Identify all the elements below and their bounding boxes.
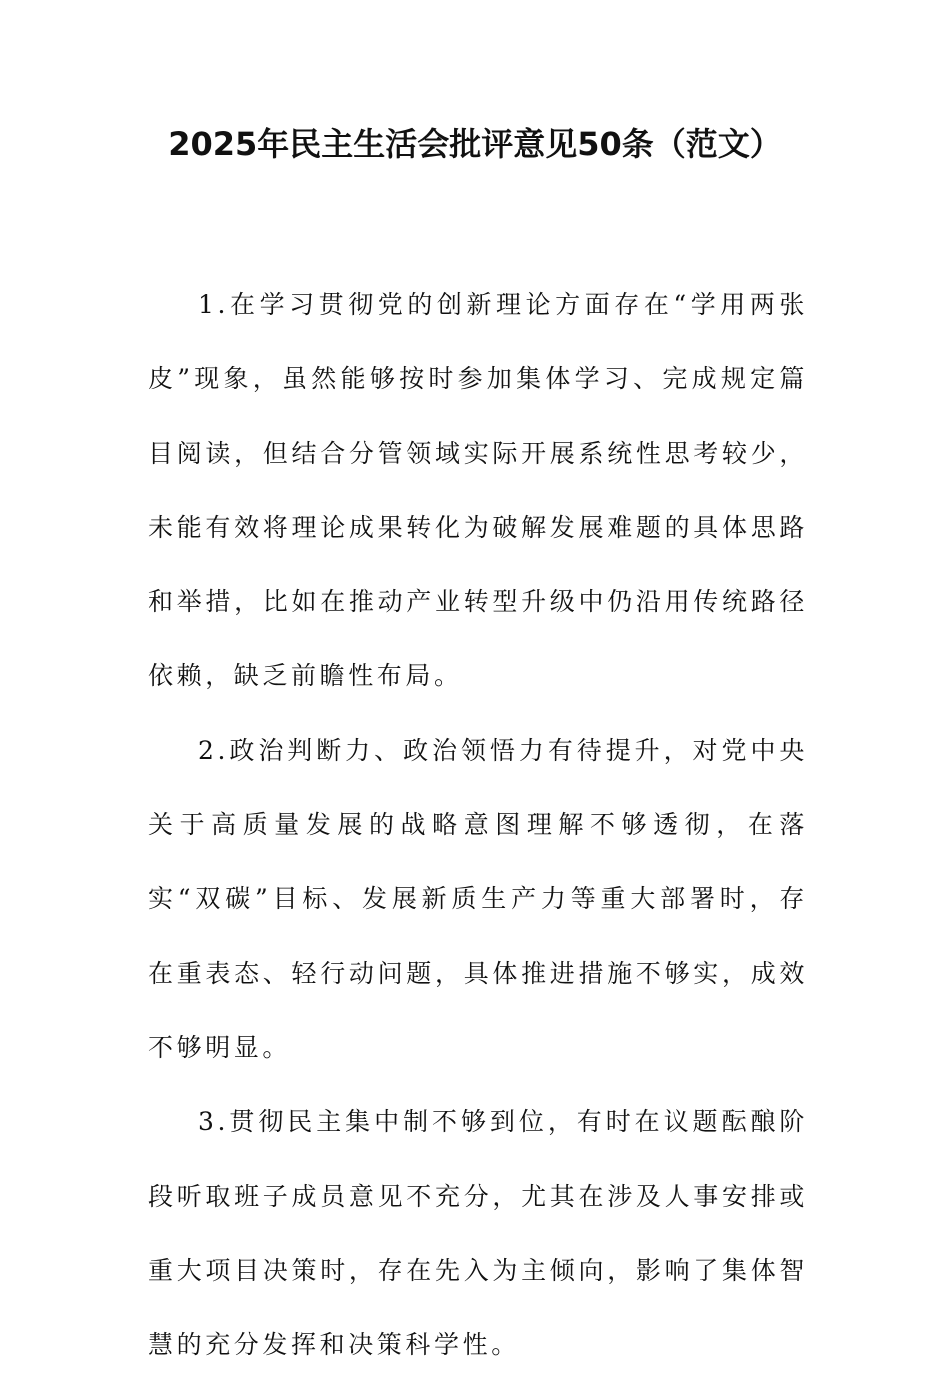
paragraph-3: 3.贯彻民主集中制不够到位，有时在议题酝酿阶段听取班子成员意见不充分，尤其在涉及人事安排或重大项目决策时，存在先入为主倾向，影响了集体智慧的充分发挥和决策科学性。: [148, 1107, 808, 1360]
paragraph-1: 1.在学习贯彻党的创新理论方面存在“学用两张皮”现象，虽然能够按时参加集体学习、完成规定篇目阅读，但结合分管领域实际开展系统性思考较少，未能有效将理论成果转化为破解发展难题的具体思路和举措，比如在推动产业转型升级中仍沿用传统路径依赖，缺乏前瞻性布局。: [148, 290, 808, 691]
paragraph-2: 2.政治判断力、政治领悟力有待提升，对党中央关于高质量发展的战略意图理解不够透彻，在落实“双碳”目标、发展新质生产力等重大部署时，存在重表态、轻行动问题，具体推进措施不够实，成效不够明显。: [148, 735, 808, 1062]
document-title: 2025年民主生活会批评意见50条（范文）: [168, 125, 782, 163]
document-body: [148, 268, 808, 1382]
